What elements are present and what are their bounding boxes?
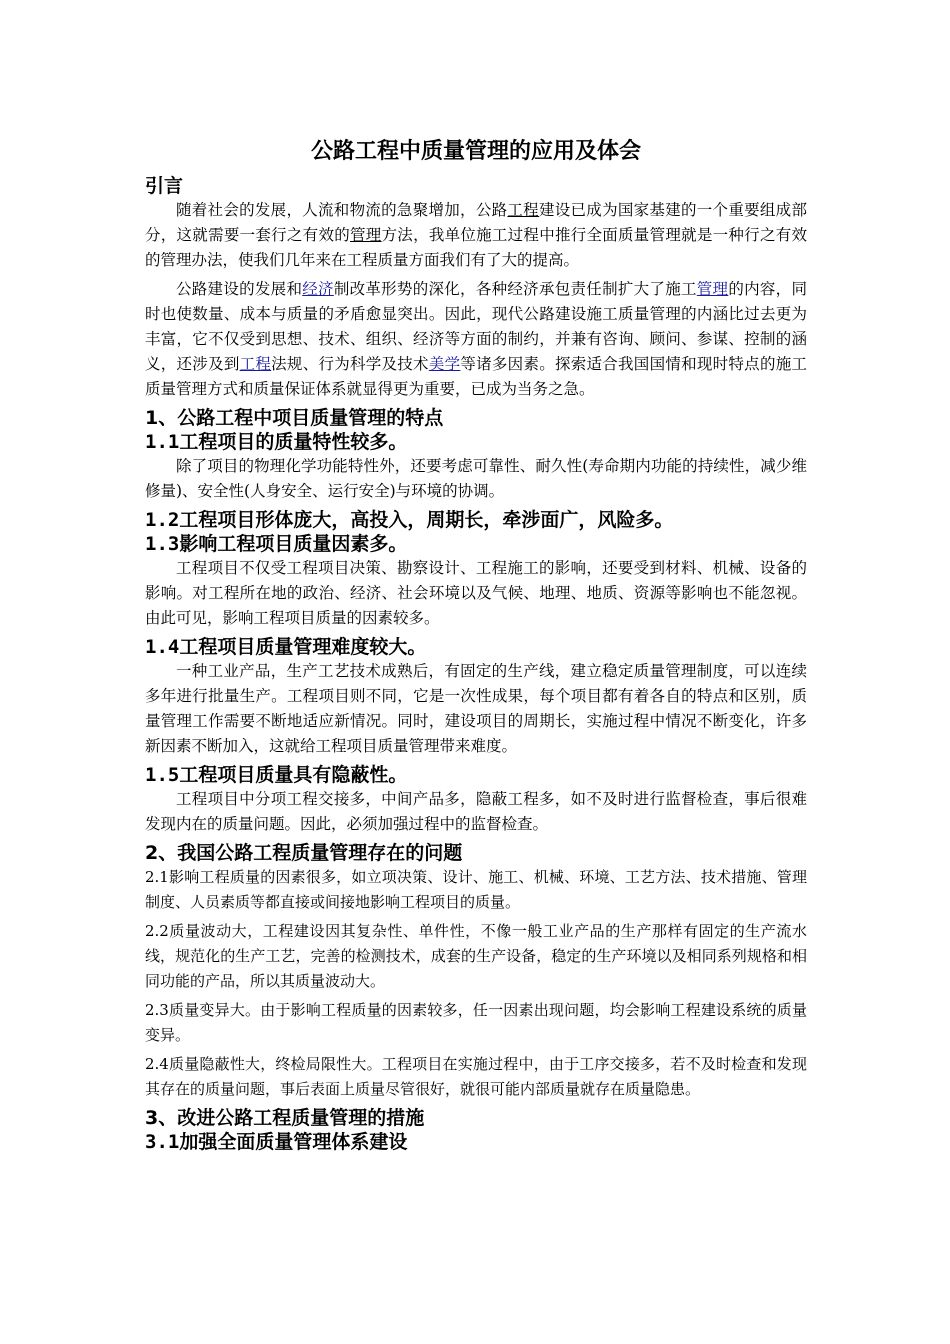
section-1-1-text: 除了项目的物理化学功能特性外，还要考虑可靠性、耐久性(寿命期内功能的持续性，减少维修量)、安全性(人身安全、运行安全)与环境的协调。 <box>145 457 807 500</box>
section-1-heading: 1、公路工程中项目质量管理的特点 <box>145 407 444 429</box>
intro-heading: 引言 <box>145 175 184 197</box>
link-gongcheng-2[interactable]: 工程 <box>239 355 272 373</box>
section-1-3-heading: 1.3影响工程项目质量因素多。 <box>145 533 408 555</box>
text-run: 随着社会的发展，人流和物流的急聚增加，公路 <box>176 201 508 219</box>
section-3-1-heading: 3.1加强全面质量管理体系建设 <box>145 1131 408 1153</box>
text-run: 的内容，同时也使数量、成本与质量的矛盾愈显突出。因此，现代公路建设施工质量管理的内涵比过去更为丰富，它不仅受到思想、技术、组织、经济等方面的制约，并兼有咨询、顾问、参谋、控制的涵义，还涉及到 <box>145 280 807 373</box>
document-title: 公路工程中质量管理的应用及体会 <box>310 138 641 164</box>
section-3-heading: 3、改进公路工程质量管理的措施 <box>145 1107 425 1129</box>
text-run: 公路建设的发展和 <box>176 280 303 298</box>
intro-paragraph-2 <box>145 277 807 402</box>
document-body <box>145 134 807 1154</box>
section-2-1-text: 2.1影响工程质量的因素很多，如立项决策、设计、施工、机械、环境、工艺方法、技术措施、管理制度、人员素质等都直接或间接地影响工程项目的质量。 <box>145 868 807 911</box>
section-2-4-text: 2.4质量隐蔽性大，终检局限性大。工程项目在实施过程中，由于工序交接多，若不及时检查和发现其存在的质量问题，事后表面上质量尽管很好，就很可能内部质量就存在质量隐患。 <box>145 1055 807 1098</box>
text-run: 方法，我单位施工过程中推行全面质量管理就是一种行之有效的管理办法，使我们几年来在工程质量方面我们有了大的提高。 <box>145 226 807 269</box>
link-guanli[interactable]: 管理 <box>349 226 382 244</box>
link-jingji[interactable]: 经济 <box>302 280 334 298</box>
text-run: 等诸多因素。探索适合我国国情和现时特点的施工质量管理方式和质量保证体系就显得更为重要，已成为当务之急。 <box>145 355 807 398</box>
section-2-2-text: 2.2质量波动大，工程建设因其复杂性、单件性，不像一般工业产品的生产那样有固定的生产流水线，规范化的生产工艺，完善的检测技术，成套的生产设备，稳定的生产环境以及相同系列规格和相同功能的产品，所以其质量波动大。 <box>145 922 807 990</box>
intro-paragraph-1 <box>145 198 807 273</box>
section-1-5-text: 工程项目中分项工程交接多，中间产品多，隐蔽工程多，如不及时进行监督检查，事后很难发现内在的质量问题。因此，必须加强过程中的监督检查。 <box>145 790 807 833</box>
section-1-1-heading: 1.1工程项目的质量特性较多。 <box>145 431 408 453</box>
section-1-5-heading: 1.5工程项目质量具有隐蔽性。 <box>145 764 408 786</box>
text-run: 建设已成为国家基建的一个重要组成部分，这就需要一套行之有效的 <box>145 201 807 244</box>
text-run: 法规、行为科学及技术 <box>271 355 429 373</box>
link-meixue[interactable]: 美学 <box>428 355 461 373</box>
section-1-2-heading: 1.2工程项目形体庞大，高投入，周期长，牵涉面广，风险多。 <box>145 509 674 531</box>
link-guanli-2[interactable]: 管理 <box>696 280 729 298</box>
section-1-3-text: 工程项目不仅受工程项目决策、勘察设计、工程施工的影响，还要受到材料、机械、设备的影响。对工程所在地的政治、经济、社会环境以及气候、地理、地质、资源等影响也不能忽视。由此可见，影响工程项目质量的因素较多。 <box>145 559 807 627</box>
link-gongcheng[interactable]: 工程 <box>507 201 539 219</box>
section-1-4-heading: 1.4工程项目质量管理难度较大。 <box>145 636 427 658</box>
section-1-4-text: 一种工业产品，生产工艺技术成熟后，有固定的生产线，建立稳定质量管理制度，可以连续多年进行批量生产。工程项目则不同，它是一次性成果，每个项目都有着各自的特点和区别，质量管理工作需要不断地适应新情况。同时，建设项目的周期长，实施过程中情况不断变化，许多新因素不断加入，这就给工程项目质量管理带来难度。 <box>145 662 807 755</box>
section-2-3-text: 2.3质量变异大。由于影响工程质量的因素较多，任一因素出现问题，均会影响工程建设系统的质量变异。 <box>145 1001 807 1044</box>
text-run: 制改革形势的深化，各种经济承包责任制扩大了施工 <box>333 280 697 298</box>
section-2-heading: 2、我国公路工程质量管理存在的问题 <box>145 842 463 864</box>
